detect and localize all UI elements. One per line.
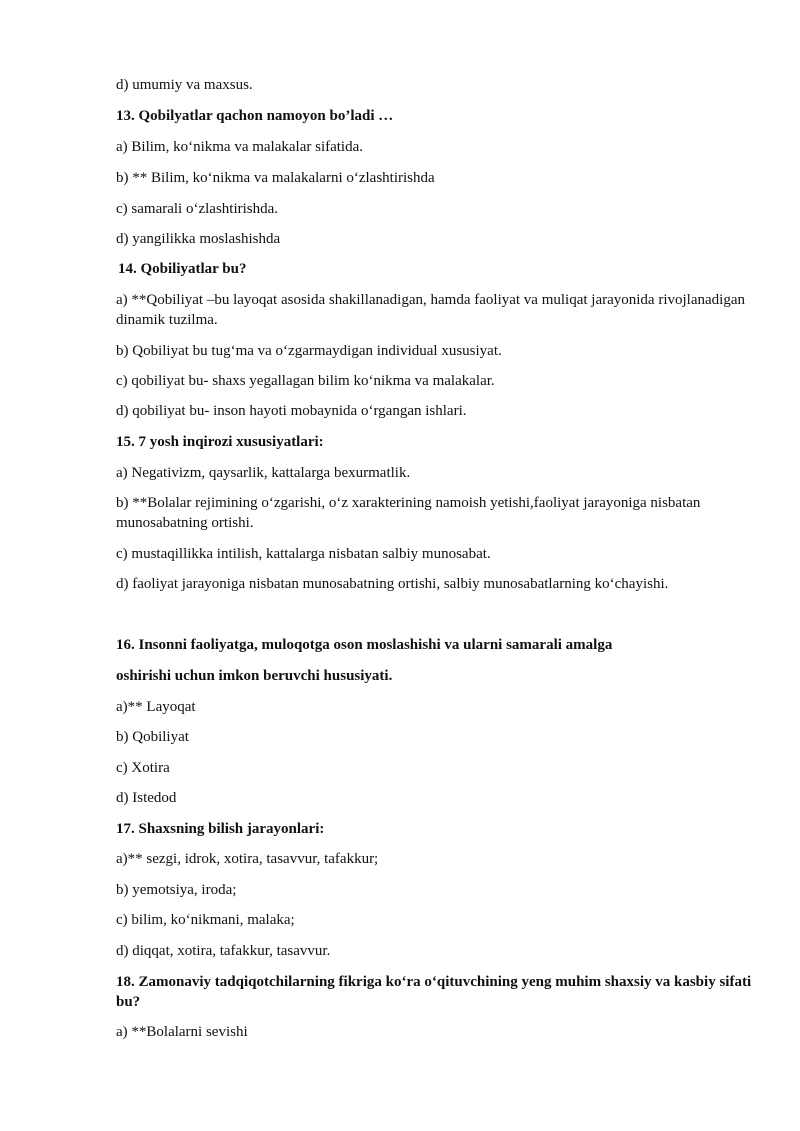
answer-option: a)** Layoqat bbox=[116, 699, 196, 715]
question-15: 15. 7 yosh inqirozi xususiyatlari: bbox=[116, 434, 324, 450]
answer-option: b) Qobiliyat bu tug‘ma va o‘zgarmaydigan individual xususiyat. bbox=[116, 343, 502, 359]
answer-option: d) yangilikka moslashishda bbox=[116, 231, 281, 247]
answer-option: b) Qobiliyat bbox=[116, 729, 189, 745]
question-16-continued: oshirishi uchun imkon beruvchi hususiyati. bbox=[116, 668, 393, 684]
answer-option: d) diqqat, xotira, tafakkur, tasavvur. bbox=[116, 943, 331, 959]
answer-option: c) qobiliyat bu- shaxs yegallagan bilim ko‘nikma va malakalar. bbox=[116, 373, 495, 389]
question-13: 13. Qobilyatlar qachon namoyon bo’ladi … bbox=[116, 108, 394, 124]
answer-option: c) bilim, ko‘nikmani, malaka; bbox=[116, 912, 295, 928]
answer-option: a) **Bolalarni sevishi bbox=[116, 1024, 248, 1040]
answer-option: c) samarali o‘zlashtirishda. bbox=[116, 201, 279, 217]
question-16: 16. Insonni faoliyatga, muloqotga oson moslashishi va ularni samarali amalga bbox=[116, 637, 613, 653]
answer-option: d) qobiliyat bu- inson hayoti mobaynida o‘rgangan ishlari. bbox=[116, 403, 467, 419]
answer-option: a) **Qobiliyat –bu layoqat asosida shakillanadigan, hamda faoliyat va muliqat jarayonida rivojlanadigan dinamik tuzilma. bbox=[116, 292, 745, 328]
question-18: 18. Zamonaviy tadqiqotchilarning fikriga ko‘ra o‘qituvchining yeng muhim shaxsiy va kasbiy sifati bu? bbox=[116, 974, 752, 1010]
answer-option: b) ** Bilim, ko‘nikma va malakalarni o‘zlashtirishda bbox=[116, 170, 435, 186]
question-14: 14. Qobiliyatlar bu? bbox=[118, 261, 247, 277]
answer-option: d) umumiy va maxsus. bbox=[116, 77, 253, 93]
answer-option: b) **Bolalar rejimining o‘zgarishi, o‘z xarakterining namoish yetishi,faoliyat jarayoniga nisbatan munosabatning ortishi. bbox=[116, 495, 701, 531]
question-17: 17. Shaxsning bilish jarayonlari: bbox=[116, 821, 325, 837]
answer-option: c) Xotira bbox=[116, 760, 170, 776]
answer-option: c) mustaqillikka intilish, kattalarga nisbatan salbiy munosabat. bbox=[116, 546, 491, 562]
answer-option: d) faoliyat jarayoniga nisbatan munosabatning ortishi, salbiy munosabatlarning ko‘chayishi. bbox=[116, 576, 669, 592]
answer-option: d) Istedod bbox=[116, 790, 177, 806]
answer-option: a) Bilim, ko‘nikma va malakalar sifatida. bbox=[116, 139, 364, 155]
answer-option: b) yemotsiya, iroda; bbox=[116, 882, 237, 898]
answer-option: a)** sezgi, idrok, xotira, tasavvur, tafakkur; bbox=[116, 851, 379, 867]
answer-option: a) Negativizm, qaysarlik, kattalarga bexurmatlik. bbox=[116, 465, 411, 481]
